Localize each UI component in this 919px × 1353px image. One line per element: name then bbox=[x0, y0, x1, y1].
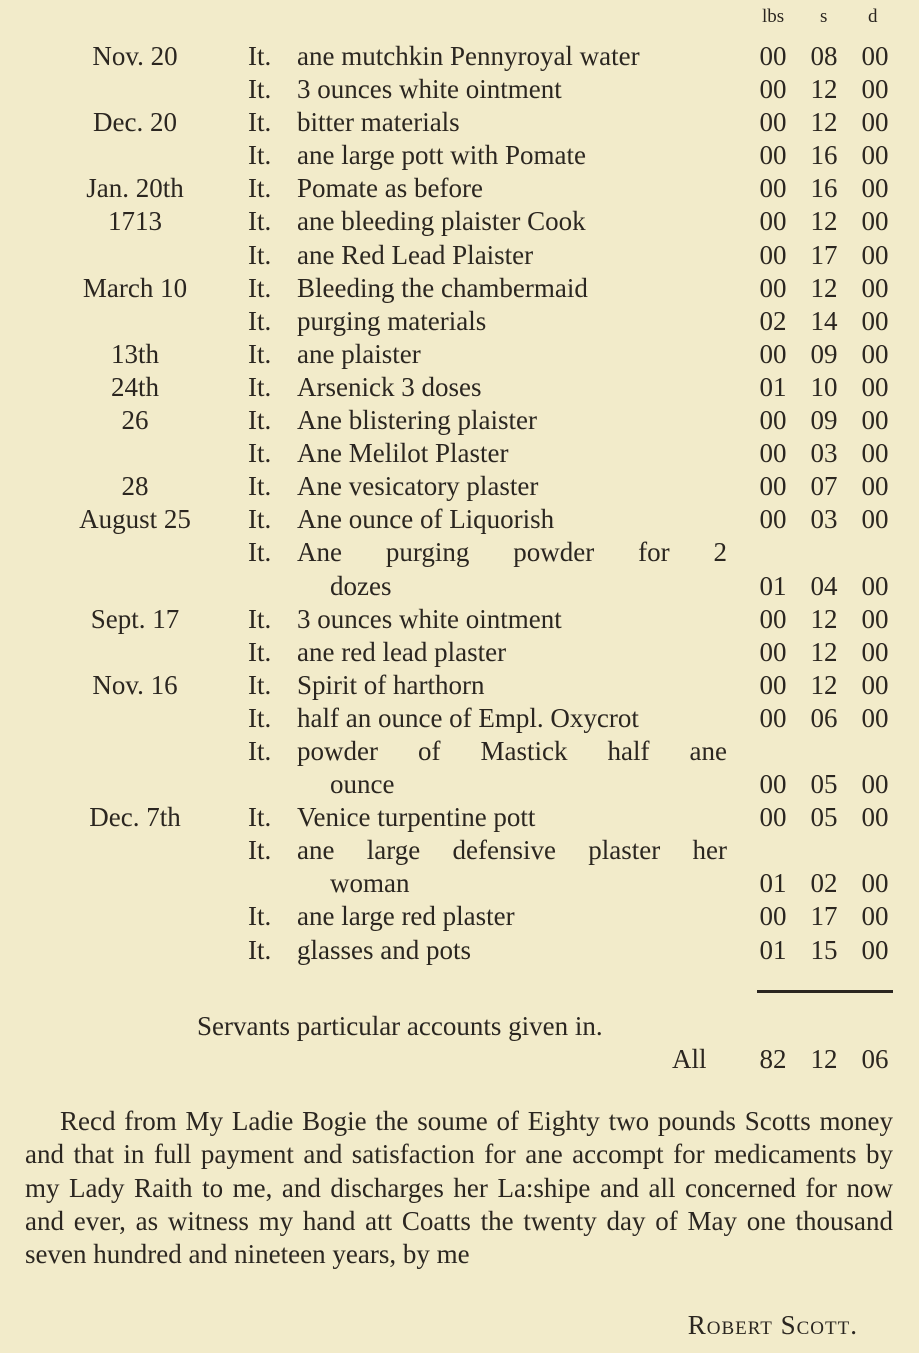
item-marker: It. bbox=[248, 901, 272, 932]
entry-date: Jan. 20th bbox=[86, 173, 184, 204]
amount-pence: 00 bbox=[861, 173, 889, 204]
item-marker: It. bbox=[248, 239, 272, 270]
amount-shillings: 16 bbox=[810, 173, 838, 204]
item-description: ane large red plaster bbox=[297, 901, 515, 932]
item-description: Ane blistering plaister bbox=[297, 405, 537, 436]
item-description: ane bleeding plaister Cook bbox=[297, 206, 586, 237]
item-marker: It. bbox=[248, 603, 272, 634]
account-row bbox=[0, 73, 919, 106]
total-lbs: 82 bbox=[759, 1044, 787, 1074]
amount-pence: 00 bbox=[861, 107, 889, 138]
amount-lbs: 00 bbox=[759, 140, 787, 171]
amount-pence: 00 bbox=[861, 74, 889, 105]
entry-date: March 10 bbox=[82, 272, 188, 303]
account-row bbox=[0, 536, 919, 569]
item-marker: It. bbox=[248, 835, 272, 866]
amount-lbs: 00 bbox=[759, 74, 787, 105]
amount-pence: 00 bbox=[861, 901, 889, 932]
amount-shillings: 10 bbox=[810, 371, 838, 402]
item-marker: It. bbox=[248, 107, 272, 138]
item-marker: It. bbox=[248, 702, 272, 733]
amount-shillings: 05 bbox=[810, 769, 838, 800]
amount-shillings: 12 bbox=[810, 603, 838, 634]
receipt-paragraph: Recd from My Ladie Bogie the soume of Eighty two pounds Scotts money and that in full payment and satisfaction for ane accompt for medicaments by my Lady Raith to me, and discharges her La:shipe and all concerned for now and ever, as witness my hand att Coatts the twenty day of May one thousand seven hundred and nineteen years, by me bbox=[25, 1106, 893, 1270]
amount-pence: 00 bbox=[861, 239, 889, 270]
amount-pence: 00 bbox=[861, 206, 889, 237]
entry-date: Sept. 17 bbox=[90, 603, 180, 634]
amount-shillings: 06 bbox=[810, 702, 838, 733]
amount-lbs: 00 bbox=[759, 338, 787, 369]
amount-shillings: 12 bbox=[810, 636, 838, 667]
item-marker: It. bbox=[248, 504, 272, 535]
item-marker: It. bbox=[248, 41, 272, 71]
item-marker: It. bbox=[248, 537, 272, 568]
item-marker: It. bbox=[248, 140, 272, 171]
account-row bbox=[0, 934, 919, 967]
account-row bbox=[0, 636, 919, 669]
header-pence: d bbox=[868, 6, 878, 27]
amount-pence: 00 bbox=[861, 371, 889, 402]
amount-pence: 00 bbox=[861, 636, 889, 667]
account-row bbox=[0, 735, 919, 768]
amount-pence: 00 bbox=[861, 41, 889, 71]
total-rule bbox=[757, 990, 893, 993]
account-row bbox=[0, 272, 919, 305]
item-description: woman bbox=[330, 868, 410, 899]
item-description: dozes bbox=[330, 570, 392, 601]
entry-date: Nov. 16 bbox=[92, 669, 178, 700]
item-description: Venice turpentine pott bbox=[297, 802, 536, 833]
item-marker: It. bbox=[248, 305, 272, 336]
account-row bbox=[0, 305, 919, 338]
amount-lbs: 01 bbox=[759, 934, 787, 965]
entry-date: August 25 bbox=[79, 504, 191, 535]
total-pence: 06 bbox=[861, 1044, 889, 1074]
amount-shillings: 03 bbox=[810, 504, 838, 535]
account-entries bbox=[0, 40, 919, 967]
item-description: ane red lead plaster bbox=[297, 636, 507, 667]
amount-pence: 00 bbox=[861, 934, 889, 965]
item-marker: It. bbox=[248, 173, 272, 204]
account-row bbox=[0, 239, 919, 272]
amount-pence: 00 bbox=[861, 868, 889, 899]
account-row bbox=[0, 139, 919, 172]
account-row bbox=[0, 172, 919, 205]
amount-lbs: 00 bbox=[759, 802, 787, 833]
amount-shillings: 04 bbox=[810, 570, 838, 601]
item-description: Bleeding the chambermaid bbox=[297, 272, 588, 303]
amount-shillings: 03 bbox=[810, 438, 838, 469]
amount-shillings: 08 bbox=[810, 41, 838, 71]
account-row bbox=[0, 570, 919, 603]
amount-pence: 00 bbox=[861, 504, 889, 535]
entry-date: Dec. 7th bbox=[89, 802, 181, 833]
item-marker: It. bbox=[248, 802, 272, 833]
amount-pence: 00 bbox=[861, 603, 889, 634]
item-description: half an ounce of Empl. Oxycrot bbox=[297, 702, 639, 733]
entry-date: Nov. 20 bbox=[92, 41, 178, 71]
account-row bbox=[0, 371, 919, 404]
amount-lbs: 00 bbox=[759, 702, 787, 733]
amount-lbs: 01 bbox=[759, 371, 787, 402]
amount-lbs: 00 bbox=[759, 173, 787, 204]
amount-shillings: 15 bbox=[810, 934, 838, 965]
amount-lbs: 00 bbox=[759, 239, 787, 270]
amount-pence: 00 bbox=[861, 272, 889, 303]
header-lbs: lbs bbox=[762, 6, 785, 27]
item-description: Arsenick 3 doses bbox=[297, 371, 482, 402]
account-row bbox=[0, 702, 919, 735]
amount-pence: 00 bbox=[861, 305, 889, 336]
amount-lbs: 00 bbox=[759, 669, 787, 700]
item-marker: It. bbox=[248, 471, 272, 502]
amount-shillings: 12 bbox=[810, 107, 838, 138]
servants-note: Servants particular accounts given in. bbox=[197, 1011, 603, 1041]
item-description: Ane Melilot Plaster bbox=[297, 438, 509, 469]
item-description: ane Red Lead Plaister bbox=[297, 239, 534, 270]
item-description: ounce bbox=[330, 769, 395, 800]
item-marker: It. bbox=[248, 371, 272, 402]
amount-lbs: 00 bbox=[759, 272, 787, 303]
total-shillings: 12 bbox=[810, 1044, 838, 1074]
amount-pence: 00 bbox=[861, 570, 889, 601]
entry-date: 13th bbox=[110, 338, 159, 369]
account-row bbox=[0, 768, 919, 801]
item-description: Ane vesicatory plaster bbox=[297, 471, 539, 502]
item-marker: It. bbox=[248, 338, 272, 369]
amount-shillings: 14 bbox=[810, 305, 838, 336]
amount-pence: 00 bbox=[861, 471, 889, 502]
account-row bbox=[0, 470, 919, 503]
account-row bbox=[0, 669, 919, 702]
amount-pence: 00 bbox=[861, 438, 889, 469]
account-row bbox=[0, 900, 919, 933]
amount-lbs: 00 bbox=[759, 901, 787, 932]
item-description: Pomate as before bbox=[297, 173, 483, 204]
amount-pence: 00 bbox=[861, 405, 889, 436]
amount-shillings: 09 bbox=[810, 338, 838, 369]
amount-pence: 00 bbox=[861, 669, 889, 700]
item-marker: It. bbox=[248, 74, 272, 105]
amount-lbs: 00 bbox=[759, 206, 787, 237]
account-row bbox=[0, 834, 919, 867]
amount-shillings: 12 bbox=[810, 74, 838, 105]
item-description: Ane purging powder for 2 bbox=[297, 537, 727, 568]
item-marker: It. bbox=[248, 405, 272, 436]
amount-lbs: 00 bbox=[759, 41, 787, 71]
account-row bbox=[0, 40, 919, 73]
item-marker: It. bbox=[248, 934, 272, 965]
amount-shillings: 09 bbox=[810, 405, 838, 436]
amount-pence: 00 bbox=[861, 140, 889, 171]
amount-shillings: 12 bbox=[810, 206, 838, 237]
amount-lbs: 01 bbox=[759, 570, 787, 601]
entry-date: 26 bbox=[121, 405, 149, 436]
signature: Robert Scott. bbox=[687, 1310, 858, 1340]
amount-lbs: 02 bbox=[759, 305, 787, 336]
item-description: Ane ounce of Liquorish bbox=[297, 504, 555, 535]
account-row bbox=[0, 205, 919, 238]
item-description: ane large pott with Pomate bbox=[297, 140, 586, 171]
account-row bbox=[0, 603, 919, 636]
item-description: ane plaister bbox=[297, 338, 421, 369]
entry-date: Dec. 20 bbox=[93, 107, 177, 138]
item-marker: It. bbox=[248, 438, 272, 469]
amount-lbs: 00 bbox=[759, 636, 787, 667]
item-description: 3 ounces white ointment bbox=[297, 603, 562, 634]
total-label: All bbox=[672, 1044, 707, 1074]
item-description: glasses and pots bbox=[297, 934, 471, 965]
entry-date: 24th bbox=[110, 371, 159, 402]
amount-shillings: 17 bbox=[810, 239, 838, 270]
amount-lbs: 00 bbox=[759, 438, 787, 469]
amount-lbs: 00 bbox=[759, 769, 787, 800]
item-description: purging materials bbox=[297, 305, 487, 336]
amount-shillings: 12 bbox=[810, 669, 838, 700]
item-marker: It. bbox=[248, 669, 272, 700]
amount-shillings: 16 bbox=[810, 140, 838, 171]
account-row bbox=[0, 801, 919, 834]
amount-pence: 00 bbox=[861, 338, 889, 369]
amount-pence: 00 bbox=[861, 802, 889, 833]
item-description: bitter materials bbox=[297, 107, 460, 138]
account-row bbox=[0, 106, 919, 139]
account-row bbox=[0, 437, 919, 470]
amount-shillings: 02 bbox=[810, 868, 838, 899]
account-row bbox=[0, 867, 919, 900]
amount-pence: 00 bbox=[861, 769, 889, 800]
amount-pence: 00 bbox=[861, 702, 889, 733]
item-description: ane mutchkin Pennyroyal water bbox=[297, 41, 640, 71]
header-shillings: s bbox=[820, 6, 828, 27]
amount-shillings: 05 bbox=[810, 802, 838, 833]
amount-shillings: 07 bbox=[810, 471, 838, 502]
item-description: 3 ounces white ointment bbox=[297, 74, 562, 105]
account-row bbox=[0, 404, 919, 437]
amount-shillings: 12 bbox=[810, 272, 838, 303]
item-marker: It. bbox=[248, 636, 272, 667]
entry-date: 1713 bbox=[108, 206, 162, 237]
item-description: powder of Mastick half ane bbox=[297, 735, 727, 766]
amount-lbs: 00 bbox=[759, 405, 787, 436]
item-marker: It. bbox=[248, 272, 272, 303]
item-marker: It. bbox=[248, 206, 272, 237]
amount-lbs: 00 bbox=[759, 504, 787, 535]
entry-date: 28 bbox=[121, 471, 149, 502]
amount-lbs: 00 bbox=[759, 603, 787, 634]
account-row bbox=[0, 503, 919, 536]
item-marker: It. bbox=[248, 735, 272, 766]
account-row bbox=[0, 338, 919, 371]
item-description: Spirit of harthorn bbox=[297, 669, 485, 700]
amount-shillings: 17 bbox=[810, 901, 838, 932]
item-description: ane large defensive plaster her bbox=[297, 835, 727, 866]
amount-lbs: 00 bbox=[759, 471, 787, 502]
amount-lbs: 00 bbox=[759, 107, 787, 138]
amount-lbs: 01 bbox=[759, 868, 787, 899]
